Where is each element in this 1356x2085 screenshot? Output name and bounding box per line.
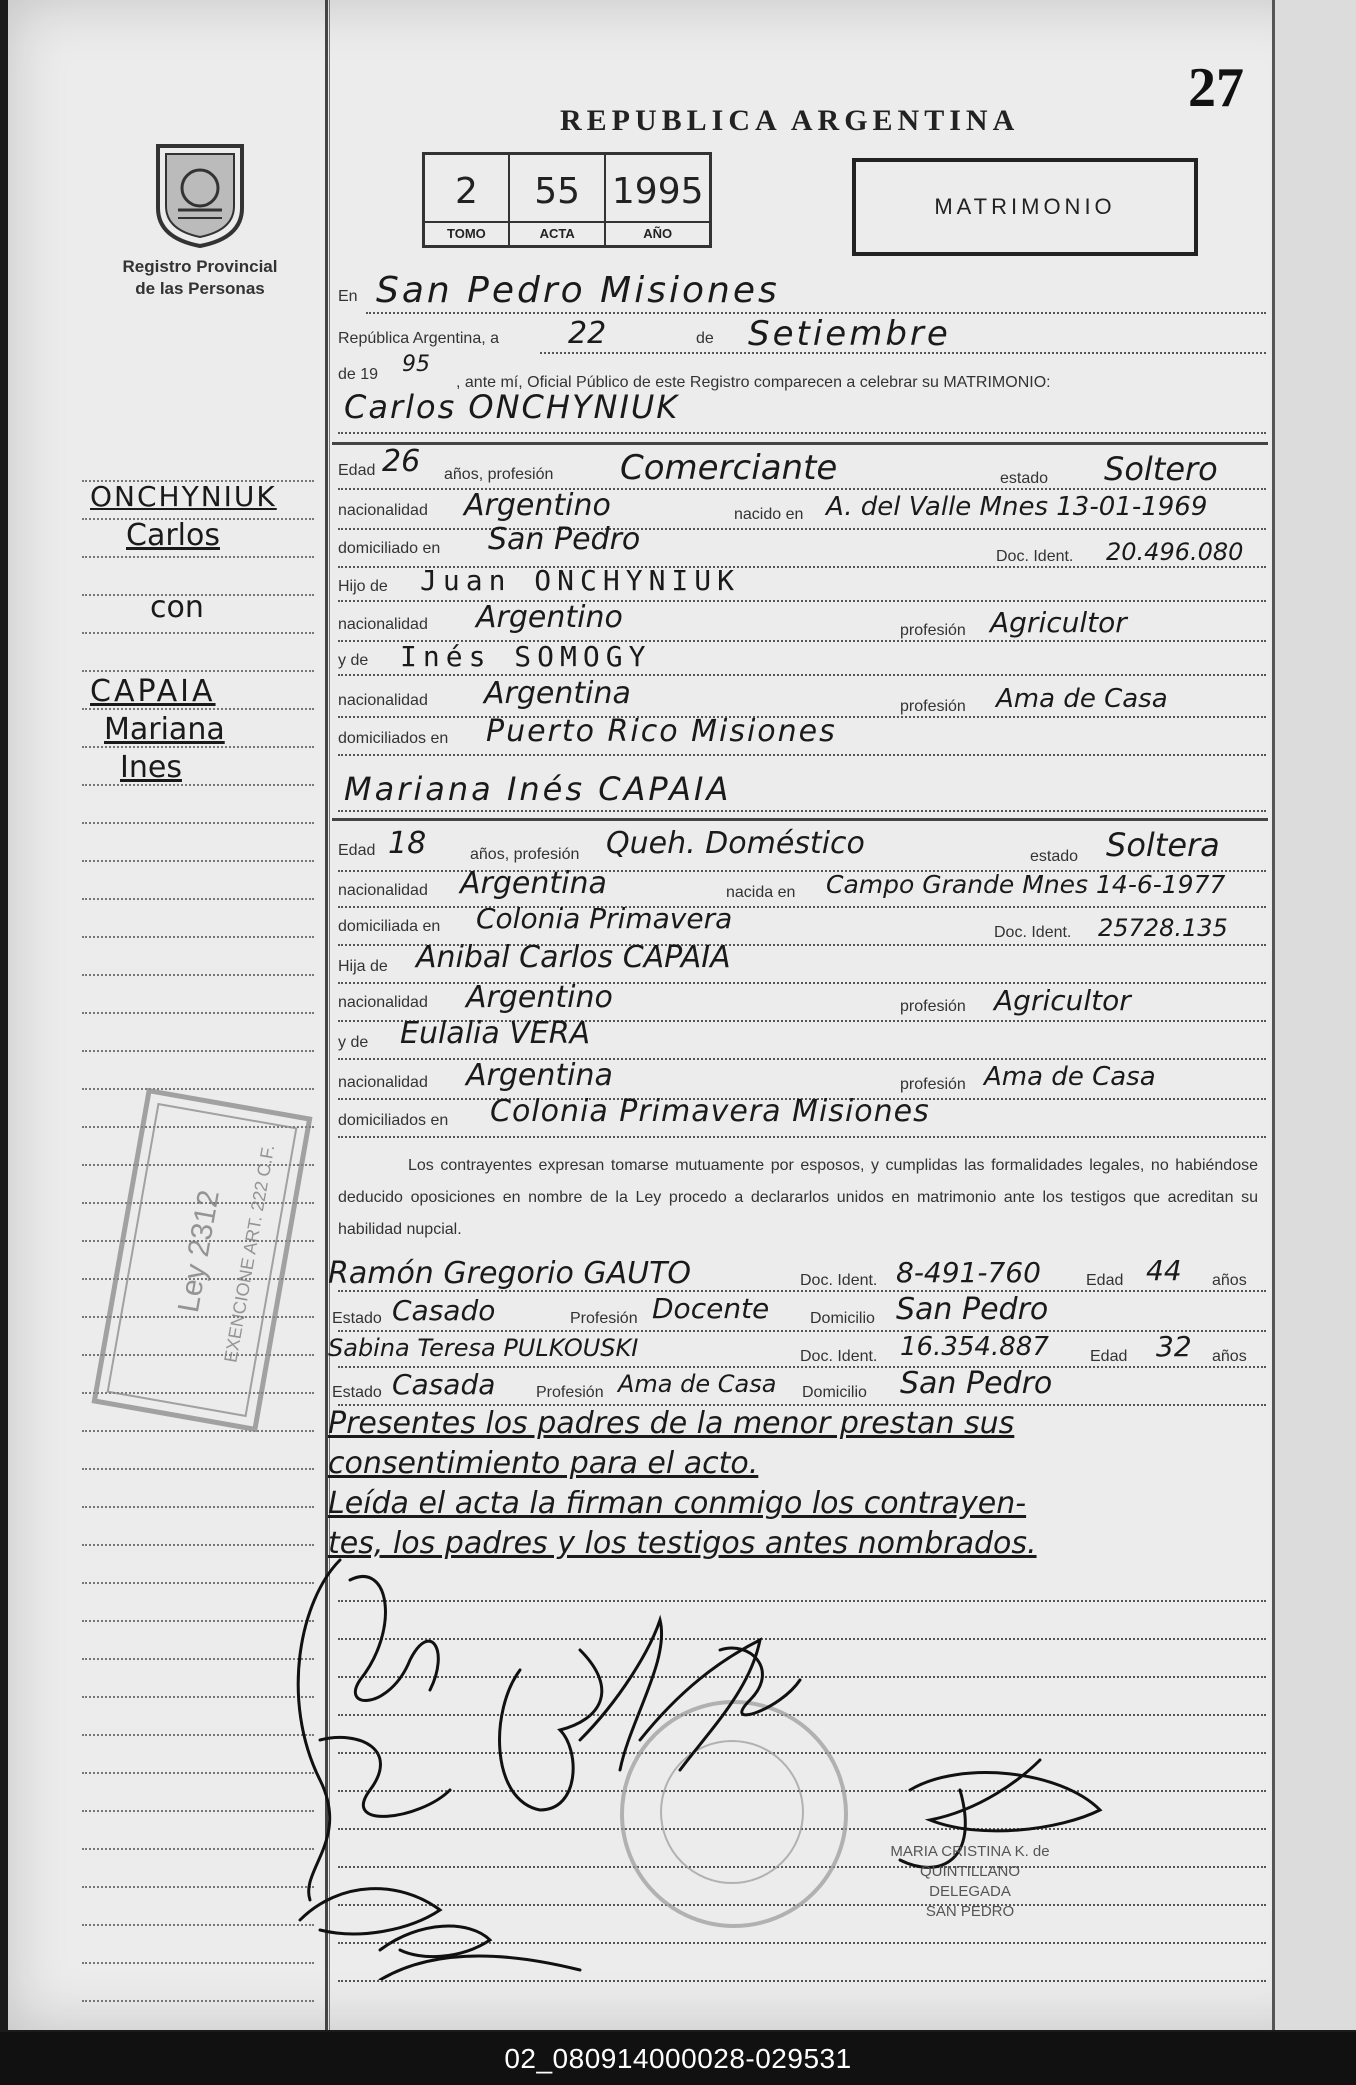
witness1-doc: 8-491-760 [896,1256,1041,1289]
witness1-prof: Docente [652,1292,770,1325]
bride-doc: 25728.135 [1098,914,1228,942]
witness1-dom: San Pedro [896,1292,1049,1327]
bride-dom-label: domiciliada en [338,918,441,935]
margin-ruled-line [82,936,314,938]
margin-ruled-line [82,1506,314,1508]
bride-profesion: Queh. Doméstico [606,826,865,861]
bride-estado-label: estado [1030,848,1079,865]
witness2-name: Sabina Teresa PULKOUSKI [328,1334,639,1362]
tomo-cell [425,155,510,245]
anio-label: AÑO [606,221,709,241]
groom-parents-dom-label: domiciliados en [338,730,449,747]
tomo-value: 2 [454,171,478,212]
bride-father-nac-label: nacionalidad [338,994,428,1011]
official-name: MARIA CRISTINA K. de QUINTILLANO [890,1843,1050,1880]
provincial-seal-icon [148,138,252,248]
groom-full-name: Carlos ONCHYNIUK [344,388,680,426]
groom-yde-label: y de [338,652,369,669]
groom-edad-label: Edad [338,462,376,479]
witness1-row2-line [338,1330,1266,1332]
bride-parents-dom-label: domiciliados en [338,1112,449,1129]
groom-father-nac: Argentino [476,600,623,635]
witness1-edad-label: Edad [1086,1272,1124,1289]
bride-doc-label: Doc. Ident. [994,924,1072,941]
margin-ruled-line [82,632,314,634]
groom-mother: Inés SOMOGY [400,640,652,673]
margin-ruled-line [82,784,314,786]
witness2-prof: Ama de Casa [618,1370,777,1398]
republica-label: República Argentina, a [338,330,499,347]
groom-row6-line [338,674,1266,676]
groom-profesion: Comerciante [620,448,838,488]
act-type-box: MATRIMONIO [852,158,1198,256]
witness1-doc-label: Doc. Ident. [800,1272,878,1289]
margin-ruled-line [82,1012,314,1014]
bride-parents-dom: Colonia Primavera Misiones [490,1094,930,1129]
bride-nacida-label: nacida en [726,884,796,901]
official-stamp-text [870,1842,1070,1922]
groom-mother-nac: Argentina [484,676,631,711]
witness1-estado-label: Estado [332,1310,382,1327]
groom-father-nac-label: nacionalidad [338,616,428,633]
groom-separator [332,442,1268,445]
ruled-line [338,1980,1266,1982]
anio-value: 1995 [611,171,704,212]
groom-father-prof-label: profesión [900,622,966,639]
bride-father-nac: Argentino [466,980,613,1015]
bride-hija-label: Hija de [338,958,388,975]
de-label: de [696,330,714,347]
margin-ruled-line [82,860,314,862]
margin-groom-surname: ONCHYNIUK [90,480,277,513]
groom-edad: 26 [382,444,421,479]
witness2-doc: 16.354.887 [900,1332,1049,1362]
witness1-prof-label: Profesión [570,1310,638,1327]
witness2-anos-label: años [1212,1348,1247,1365]
official-city: SAN PEDRO [925,1903,1015,1920]
witness2-dom-label: Domicilio [802,1384,867,1401]
groom-nac-label: nacionalidad [338,502,428,519]
ley-stamp-text: Ley 2312 [171,1187,226,1316]
groom-dom-label: domiciliado en [338,540,441,557]
note-line-1: Presentes los padres de la menor prestan sus [328,1406,1015,1441]
bride-mother-prof: Ama de Casa [984,1062,1156,1092]
margin-connector: con [150,590,204,625]
note-line-2: consentimiento para el acto. [328,1446,759,1481]
note-line-3: Leída el acta la firman conmigo los contrayen- [328,1486,1027,1521]
scan-id-footer: 02_080914000028-029531 [0,2032,1356,2085]
witness2-edad-label: Edad [1090,1348,1128,1365]
de19-label: de 19 [338,366,379,383]
margin-bride-name2: Ines [120,750,182,785]
margin-ruled-line [82,556,314,558]
witness1-estado: Casado [392,1294,496,1327]
margin-ruled-line [82,2000,314,2002]
witness2-edad: 32 [1156,1330,1192,1363]
intro-rest-label: , ante mí, Oficial Público de este Registro comparecen a celebrar su MATRIMONIO: [456,374,1051,391]
year-value: 95 [402,352,430,377]
groom-mother-nac-label: nacionalidad [338,692,428,709]
bride-yde-label: y de [338,1034,369,1051]
witness1-anos-label: años [1212,1272,1247,1289]
margin-ruled-line [82,1468,314,1470]
groom-parents-dom: Puerto Rico Misiones [486,714,837,749]
margin-ruled-line [82,974,314,976]
groom-estado-label: estado [1000,470,1049,487]
bride-mother-nac-label: nacionalidad [338,1074,428,1091]
margin-ruled-line [82,1430,314,1432]
bride-father-prof-label: profesión [900,998,966,1015]
witness2-prof-label: Profesión [536,1384,604,1401]
bride-nacionalidad: Argentina [460,866,607,901]
groom-mother-prof: Ama de Casa [996,684,1168,714]
groom-nacionalidad: Argentino [464,488,611,523]
groom-row8-line [338,754,1266,756]
register-line1: Registro Provincial [122,257,278,276]
groom-estado: Soltero [1104,450,1218,488]
en-label: En [338,288,358,305]
bride-domicilio: Colonia Primavera [476,902,733,935]
bride-mother-prof-label: profesión [900,1076,966,1093]
witness1-edad: 44 [1146,1254,1182,1287]
bride-father: Anibal Carlos CAPAIA [416,940,731,975]
margin-ruled-line [82,822,314,824]
groom-mother-prof-label: profesión [900,698,966,715]
register-name [100,256,300,300]
bride-separator [332,818,1268,821]
groom-father-prof: Agricultor [990,606,1127,639]
bride-nac-label: nacionalidad [338,882,428,899]
bride-name-line [338,810,1266,812]
witness1-name: Ramón Gregorio GAUTO [328,1256,692,1291]
groom-father: Juan ONCHYNIUK [420,564,741,597]
bride-full-name: Mariana Inés CAPAIA [344,770,732,808]
page-number: 27 [1188,57,1244,119]
witness2-estado-label: Estado [332,1384,382,1401]
acta-label: ACTA [510,221,605,241]
bride-anos-label: años, profesión [470,846,580,863]
groom-nacido: A. del Valle Mnes 13-01-1969 [826,492,1208,522]
witness1-row1-line [338,1290,1266,1292]
register-line2: de las Personas [135,279,265,298]
bride-edad-label: Edad [338,842,376,859]
anio-cell [606,155,709,245]
groom-nacido-label: nacido en [734,506,804,523]
margin-ruled-line [82,1050,314,1052]
month-value: Setiembre [748,314,951,354]
date-line [540,352,1266,354]
witness1-dom-label: Domicilio [810,1310,875,1327]
margin-ruled-line [82,898,314,900]
witness2-doc-label: Doc. Ident. [800,1348,878,1365]
margin-bride-name1: Mariana [104,712,225,747]
place-value: San Pedro Misiones [376,270,780,311]
day-value: 22 [568,316,607,351]
groom-doc-label: Doc. Ident. [996,548,1074,565]
bride-estado: Soltera [1106,826,1220,864]
groom-hijo-label: Hijo de [338,578,388,595]
bride-nacida: Campo Grande Mnes 14-6-1977 [826,870,1226,899]
country-heading: REPUBLICA ARGENTINA [560,104,1020,137]
witness2-estado: Casada [392,1368,496,1401]
bride-mother: Eulalia VERA [400,1016,591,1051]
record-box [422,152,712,248]
groom-anos-label: años, profesión [444,466,554,483]
bride-edad: 18 [388,826,427,861]
note-line-4: tes, los padres y los testigos antes nombrados. [328,1526,1037,1561]
bride-mother-nac: Argentina [466,1058,613,1093]
bride-row8-line [338,1136,1266,1138]
groom-doc: 20.496.080 [1106,538,1244,566]
acta-value: 55 [534,171,581,212]
groom-name-line [338,432,1266,434]
tomo-label: TOMO [425,221,508,241]
acta-cell [510,155,607,245]
margin-bride-surname: CAPAIA [90,674,216,709]
bride-father-prof: Agricultor [994,984,1131,1017]
margin-ruled-line [82,1088,314,1090]
ley-stamp-exencion: EXENCIONE ART. 222 C.F. [220,1143,279,1365]
margin-ruled-line [82,670,314,672]
official-role: DELEGADA [929,1883,1011,1900]
next-page-edge [1272,0,1356,2030]
groom-row2-line [338,528,1266,530]
witness2-dom: San Pedro [900,1366,1053,1401]
declaration-text: Los contrayentes expresan tomarse mutuamente por esposos, y cumplidas las formalidades legales, no habiéndose deducido oposiciones en nombre de la Ley procedo a declararlos unidos en matrimonio ante los testigos que acreditan su habilidad nupcial. [338,1157,1258,1238]
groom-domicilio: San Pedro [488,522,641,557]
margin-groom-name: Carlos [126,518,220,553]
